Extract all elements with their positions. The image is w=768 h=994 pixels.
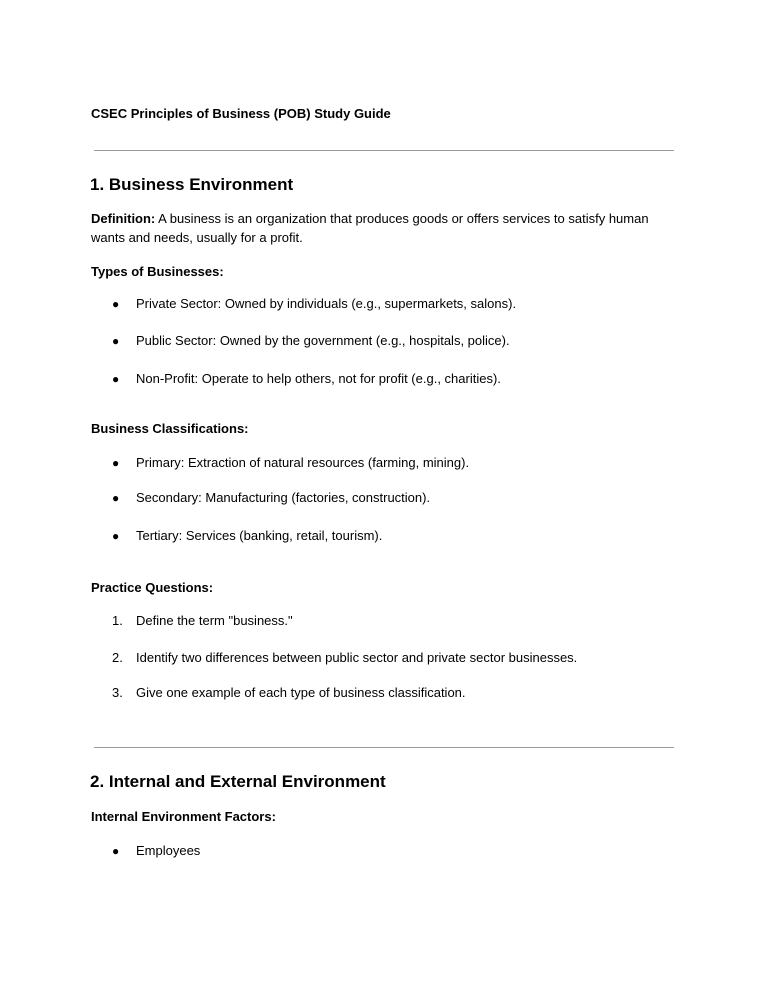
list-item bbox=[112, 455, 469, 472]
bullet-icon: ● bbox=[112, 529, 120, 543]
list-item-text: Identify two differences between public sector and private sector businesses. bbox=[136, 650, 578, 665]
horizontal-divider bbox=[94, 150, 674, 151]
bullet-icon: ● bbox=[112, 297, 120, 311]
internal-environment-heading: Internal Environment Factors: bbox=[91, 809, 276, 824]
definition-text: A business is an organization that produces goods or offers services to satisfy human wants and needs, usually for a profit. bbox=[91, 211, 649, 245]
business-classifications-heading: Business Classifications: bbox=[91, 421, 249, 436]
list-item-text: Primary: Extraction of natural resources (farming, mining). bbox=[136, 455, 470, 470]
list-number: 1. bbox=[112, 613, 123, 628]
definition-paragraph bbox=[91, 209, 681, 247]
bullet-icon: ● bbox=[112, 844, 120, 858]
definition-label: Definition: bbox=[91, 211, 156, 226]
list-item bbox=[112, 333, 510, 350]
list-item bbox=[112, 528, 382, 545]
horizontal-divider bbox=[94, 747, 674, 748]
bullet-icon: ● bbox=[112, 372, 120, 386]
list-number: 2. bbox=[112, 650, 123, 665]
list-item bbox=[112, 371, 501, 388]
list-item bbox=[112, 296, 516, 313]
list-item bbox=[112, 650, 577, 667]
list-item-text: Define the term "business." bbox=[136, 613, 293, 628]
list-item bbox=[112, 843, 200, 860]
bullet-icon: ● bbox=[112, 456, 120, 470]
list-item-text: Public Sector: Owned by the government (e.g., hospitals, police). bbox=[136, 333, 510, 348]
bullet-icon: ● bbox=[112, 491, 120, 505]
bullet-icon: ● bbox=[112, 334, 120, 348]
section-heading-internal-external: 2. Internal and External Environment bbox=[90, 772, 386, 791]
document-title: CSEC Principles of Business (POB) Study Guide bbox=[91, 106, 391, 121]
list-item-text: Non-Profit: Operate to help others, not for profit (e.g., charities). bbox=[136, 371, 501, 386]
list-item-text: Give one example of each type of business classification. bbox=[136, 685, 466, 700]
list-item-text: Secondary: Manufacturing (factories, construction). bbox=[136, 490, 431, 505]
list-item bbox=[112, 490, 430, 507]
list-number: 3. bbox=[112, 685, 123, 700]
list-item-text: Private Sector: Owned by individuals (e.g., supermarkets, salons). bbox=[136, 296, 517, 311]
section-heading-business-environment: 1. Business Environment bbox=[90, 175, 294, 194]
list-item-text: Employees bbox=[136, 843, 201, 858]
list-item-text: Tertiary: Services (banking, retail, tourism). bbox=[136, 528, 383, 543]
types-of-businesses-heading: Types of Businesses: bbox=[91, 264, 224, 279]
list-item bbox=[112, 685, 466, 702]
list-item bbox=[112, 613, 293, 630]
practice-questions-heading: Practice Questions: bbox=[91, 580, 214, 595]
